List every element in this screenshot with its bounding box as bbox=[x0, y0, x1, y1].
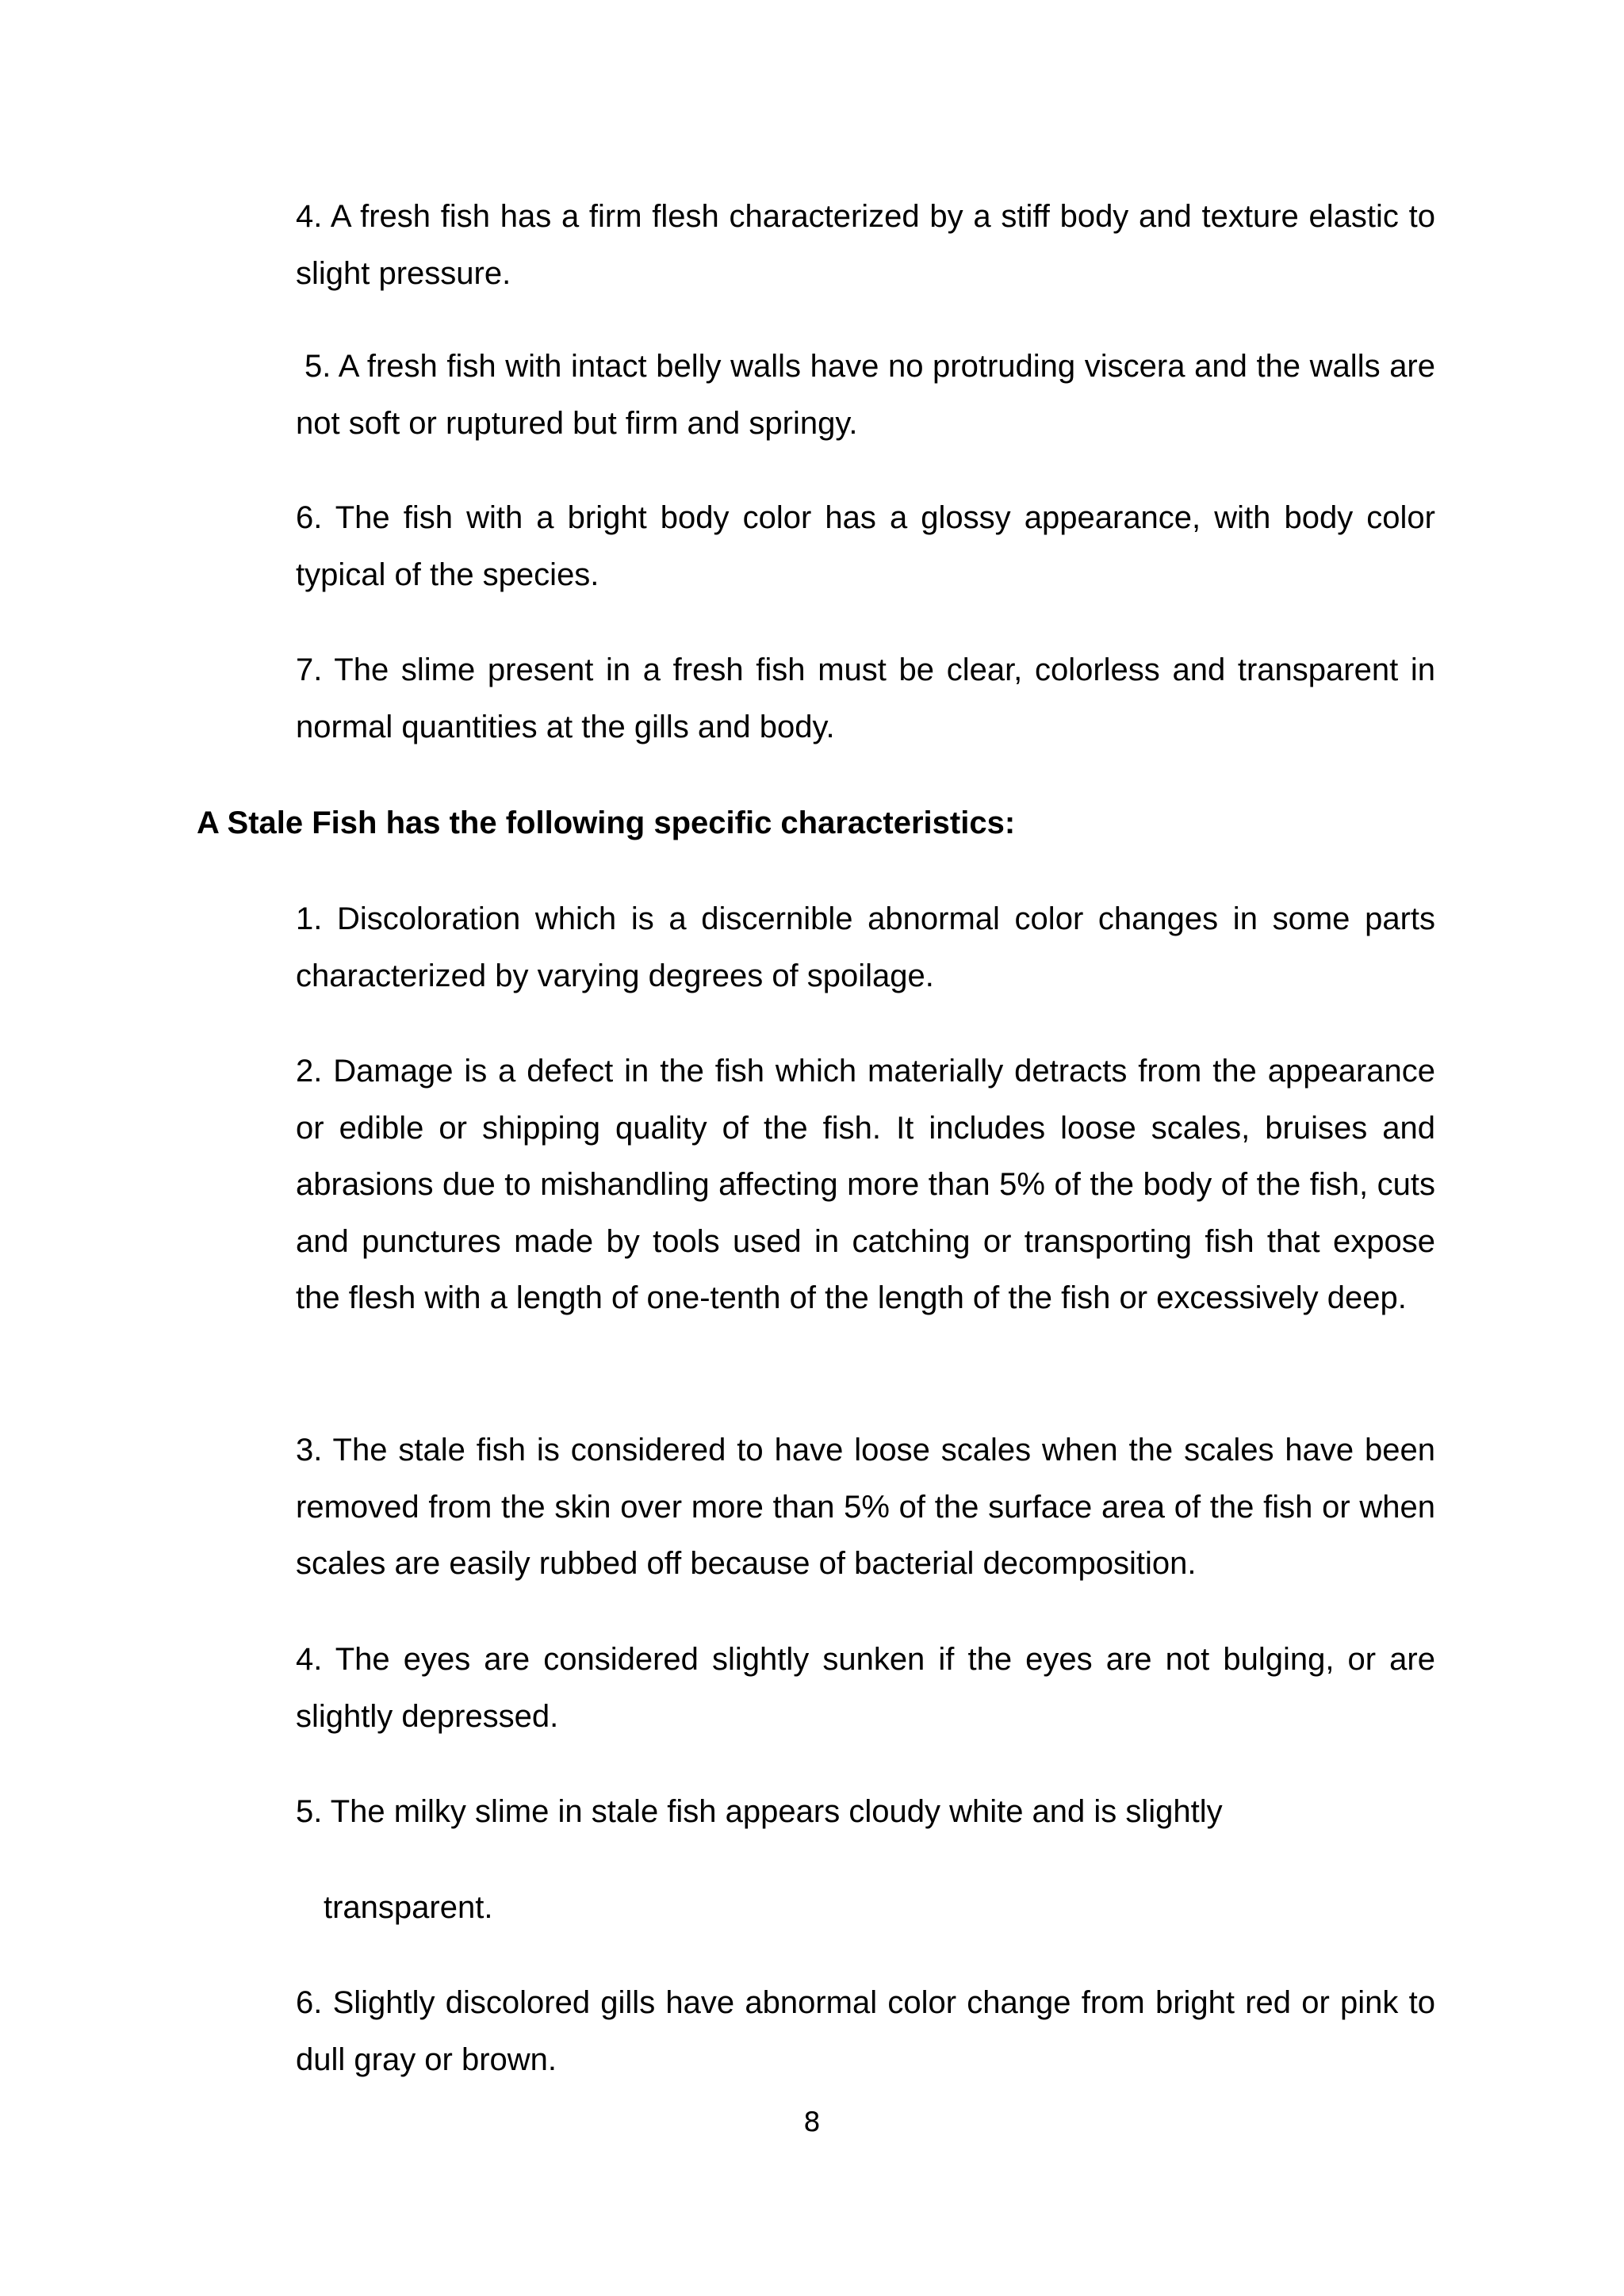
fresh-item-7: 7. The slime present in a fresh fish must be clear, colorless and transparent in normal quantities at the gills and body. bbox=[296, 652, 1435, 744]
stale-item-1: 1. Discoloration which is a discernible abnormal color changes in some parts characterized by varying degrees of spoilage. bbox=[296, 901, 1435, 993]
fresh-item-5: 5. A fresh fish with intact belly walls have no protruding viscera and the walls are not soft or ruptured but firm and springy. bbox=[296, 349, 1435, 441]
stale-item-5: 5. The milky slime in stale fish appears cloudy white and is slightly bbox=[296, 1794, 1223, 1829]
page-number: 8 bbox=[803, 2107, 821, 2138]
stale-item-5-continuation: transparent. bbox=[324, 1890, 493, 1925]
fresh-item-4: 4. A fresh fish has a firm flesh characterized by a stiff body and texture elastic to slight pressure. bbox=[296, 199, 1435, 291]
stale-item-4: 4. The eyes are considered slightly sunken if the eyes are not bulging, or are slightly depressed. bbox=[296, 1642, 1435, 1734]
stale-item-6: 6. Slightly discolored gills have abnormal color change from bright red or pink to dull gray or brown. bbox=[296, 1985, 1435, 2077]
stale-item-2: 2. Damage is a defect in the fish which materially detracts from the appearance or edible or shipping quality of the fish. It includes loose scales, bruises and abrasions due to mishandling affecting more than 5% of the body of the fish, cuts and punctures made by tools used in catching or transporting fish that expose the flesh with a length of one-tenth of the length of the fish or excessively deep. bbox=[296, 1054, 1435, 1315]
stale-fish-heading: A Stale Fish has the following specific characteristics: bbox=[197, 806, 1016, 840]
stale-item-3: 3. The stale fish is considered to have loose scales when the scales have been removed from the skin over more than 5% of the surface area of the fish or when scales are easily rubbed off because of bacterial decomposition. bbox=[296, 1433, 1435, 1581]
fresh-item-6: 6. The fish with a bright body color has a glossy appearance, with body color typical of the species. bbox=[296, 500, 1435, 592]
